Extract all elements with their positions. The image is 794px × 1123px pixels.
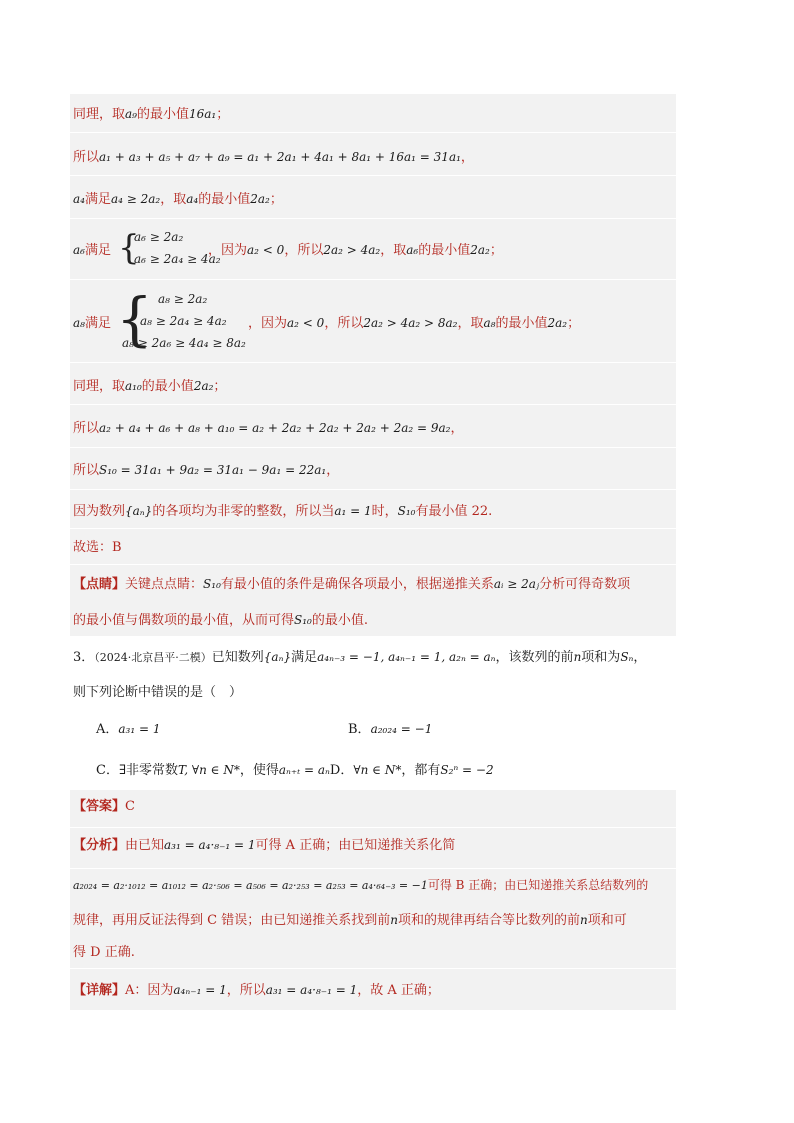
text: 分析可得奇数项 xyxy=(539,577,631,592)
text: ，取 xyxy=(457,316,484,331)
text: 项和为 xyxy=(581,650,621,665)
math: n xyxy=(390,913,398,927)
math: {aₙ} xyxy=(125,504,153,518)
text: 得 D 正确. xyxy=(73,945,135,960)
solution-line-5 xyxy=(73,314,111,333)
answer-line xyxy=(73,798,135,816)
system-line: a₈ ≥ 2a₂ xyxy=(158,292,208,306)
math: a₄ ≥ 2a₂ xyxy=(110,192,161,206)
option-label: C． xyxy=(96,763,119,778)
text: 规律，再用反证法得到 C 错误；由已知递推关系找到前 xyxy=(73,913,391,928)
text: 因为数列 xyxy=(73,504,126,519)
text: ，该数列的前 xyxy=(495,650,574,665)
math: n xyxy=(579,913,588,927)
text: 满足 xyxy=(84,243,111,258)
option-b xyxy=(348,720,432,739)
math: a₉ xyxy=(125,107,137,121)
math: n xyxy=(573,650,582,664)
option-label: B． xyxy=(348,722,371,737)
math: a₂ < 0 xyxy=(287,316,325,330)
text: 同理，取 xyxy=(73,379,126,394)
key-point-line-1 xyxy=(73,575,630,594)
text: ，使得 xyxy=(239,763,279,778)
text: 有最小值的条件是确保各项最小，根据递推关系 xyxy=(220,577,494,592)
text: 满足 xyxy=(84,192,111,207)
math: T, ∀n ∈ N* xyxy=(178,763,240,777)
math: a₂₀₂₄ = a₂·₁₀₁₂ = a₁₀₁₂ = a₂·₅₀₆ = a₅₀₆ = a₂·₂₅₃ = a₂₅₃ = a₄·₆₄₋₃ = −1 xyxy=(73,879,428,892)
text: 由已知 xyxy=(125,838,165,853)
math: 2a₂ > 4a₂ xyxy=(323,243,381,257)
math: a₁ = 1 xyxy=(334,504,372,518)
text: ， xyxy=(326,463,340,478)
solution-choice xyxy=(73,539,122,557)
text: 所以 xyxy=(73,421,100,436)
question-3-line-2 xyxy=(73,684,242,702)
question-source: （2024·北京昌平·二模） xyxy=(94,651,212,664)
solution-line-3 xyxy=(73,190,283,209)
text: ， xyxy=(450,421,464,436)
text: 满足 xyxy=(84,316,111,331)
option-a xyxy=(96,720,160,739)
math: a₆ xyxy=(73,243,85,257)
math: a₃₁ = a₄·₈₋₁ = 1 xyxy=(164,838,256,852)
text: 已知数列 xyxy=(211,650,264,665)
system-line: a₆ ≥ 2a₄ ≥ 4a₂ xyxy=(134,252,221,266)
math: 2a₂ > 4a₂ > 8a₂ xyxy=(363,316,458,330)
text: 的各项均为非零的整数，所以当 xyxy=(152,504,335,519)
math: Sₙ xyxy=(620,650,634,664)
math: {aₙ} xyxy=(263,650,292,664)
text: ，故 A 正确； xyxy=(357,983,440,998)
text: ，取 xyxy=(380,243,407,258)
math: a₄ₙ₋₃ = −1, a₄ₙ₋₁ = 1, a₂ₙ = aₙ xyxy=(317,650,496,664)
math: 16a₁ xyxy=(189,107,217,121)
text: 项和可 xyxy=(587,913,627,928)
system-line: a₈ ≥ 2a₄ ≥ 4a₂ xyxy=(140,314,227,328)
math: a₁₀ xyxy=(125,379,142,393)
solution-line-5-rest xyxy=(248,314,580,333)
math: a₄ xyxy=(186,192,199,206)
math: S₁₀ = 31a₁ + 9a₂ = 31a₁ − 9a₁ = 22a₁ xyxy=(99,463,327,477)
text: ； xyxy=(567,316,581,331)
text: 的最小值. xyxy=(311,613,368,628)
option-label: D． xyxy=(329,763,354,778)
solution-line-7 xyxy=(73,419,463,438)
text: ，因为 xyxy=(248,316,288,331)
text: 所以 xyxy=(73,150,100,165)
system-line: a₈ ≥ 2a₆ ≥ 4a₄ ≥ 8a₂ xyxy=(122,336,246,350)
text: 故选：B xyxy=(73,540,122,555)
math: S₁₀ xyxy=(294,613,312,627)
text: ， xyxy=(460,150,474,165)
math: ∀n ∈ N* xyxy=(353,763,402,777)
math: aᵢ ≥ 2aⱼ xyxy=(493,577,540,591)
text: ，都有 xyxy=(401,763,441,778)
text: 关键点点睛： xyxy=(125,577,204,592)
math: a₂ < 0 xyxy=(247,243,285,257)
text: ，所以 xyxy=(324,316,364,331)
solution-line-4-rest xyxy=(208,241,503,260)
text: 的最小值 xyxy=(418,243,471,258)
analysis-line-3 xyxy=(73,911,627,930)
solution-line-9 xyxy=(73,502,492,521)
text: 的最小值 xyxy=(136,107,189,122)
math: a₃₁ = a₄·₈₋₁ = 1 xyxy=(265,983,358,997)
analysis-tag: 【分析】 xyxy=(73,838,126,853)
analysis-line-1 xyxy=(73,836,455,855)
text: 满足 xyxy=(291,650,318,665)
math: S₁₀ xyxy=(203,577,221,591)
brace: { xyxy=(118,228,140,268)
solution-line-1 xyxy=(73,105,229,124)
option-c-d xyxy=(96,761,494,780)
math: a₆ xyxy=(406,243,419,257)
text: 的最小值 xyxy=(495,316,548,331)
math: a₄ xyxy=(73,192,85,206)
math: 2a₂ xyxy=(250,192,270,206)
brace: { xyxy=(116,285,153,353)
question-3-line-1 xyxy=(73,648,646,667)
math: a₂₀₂₄ = −1 xyxy=(370,722,433,736)
math: 2a₂ xyxy=(470,243,490,257)
text: ，取 xyxy=(160,192,187,207)
key-point-line-2 xyxy=(73,611,368,630)
math: a₃₁ = 1 xyxy=(118,722,161,736)
solution-line-6 xyxy=(73,377,226,396)
key-point-tag: 【点睛】 xyxy=(73,577,126,592)
math: S₂ⁿ = −2 xyxy=(440,763,494,777)
answer-block xyxy=(70,790,676,1010)
math: a₁ + a₃ + a₅ + a₇ + a₉ = a₁ + 2a₁ + 4a₁ + 8a₁ + 16a₁ = 31a₁ xyxy=(99,150,461,164)
math: 2a₂ xyxy=(193,379,214,393)
text: 有最小值 22. xyxy=(415,504,493,519)
solution-line-4 xyxy=(73,241,111,260)
option-label: A． xyxy=(96,722,119,737)
text: ； xyxy=(216,107,230,122)
math: 2a₂ xyxy=(547,316,568,330)
text: ，所以 xyxy=(284,243,324,258)
text: ； xyxy=(213,379,227,394)
text: 的最小值 xyxy=(198,192,251,207)
math: aₙ₊ₜ = aₙ xyxy=(278,763,330,777)
text: 同理，取 xyxy=(73,107,126,122)
detail-line-1 xyxy=(73,981,440,1000)
question-number: 3． xyxy=(73,650,95,665)
math: a₄ₙ₋₁ = 1 xyxy=(173,983,227,997)
text: 时， xyxy=(371,504,398,519)
math: a₂ + a₄ + a₆ + a₈ + a₁₀ = a₂ + 2a₂ + 2a₂ + 2a₂ + 2a₂ = 9a₂ xyxy=(99,421,451,435)
math: a₈ xyxy=(73,316,85,330)
detail-tag: 【详解】 xyxy=(73,983,126,998)
text: 的最小值 xyxy=(141,379,194,394)
text: ∃非零常数 xyxy=(118,763,179,778)
answer-value: C xyxy=(125,799,135,814)
answer-tag: 【答案】 xyxy=(73,799,126,814)
text: ； xyxy=(489,243,503,258)
text: ， xyxy=(633,650,647,665)
math: a₈ xyxy=(483,316,496,330)
text: ，所以 xyxy=(226,983,266,998)
math: S₁₀ xyxy=(397,504,416,518)
analysis-line-2 xyxy=(73,876,648,895)
text: 的最小值与偶数项的最小值，从而可得 xyxy=(73,613,295,628)
text: 所以 xyxy=(73,463,100,478)
text: 则下列论断中错误的是（ ） xyxy=(73,685,243,700)
text: A：因为 xyxy=(125,983,174,998)
text: 可得 B 正确；由已知递推关系总结数列的 xyxy=(427,878,649,892)
text: ； xyxy=(269,192,283,207)
solution-line-8 xyxy=(73,461,339,480)
text: 可得 A 正确；由已知递推关系化简 xyxy=(255,838,456,853)
solution-line-2 xyxy=(73,148,474,167)
system-line: a₆ ≥ 2a₂ xyxy=(134,230,184,244)
text: 项和的规律再结合等比数列的前 xyxy=(397,913,580,928)
analysis-line-4 xyxy=(73,944,135,962)
text: ，因为 xyxy=(208,243,248,258)
